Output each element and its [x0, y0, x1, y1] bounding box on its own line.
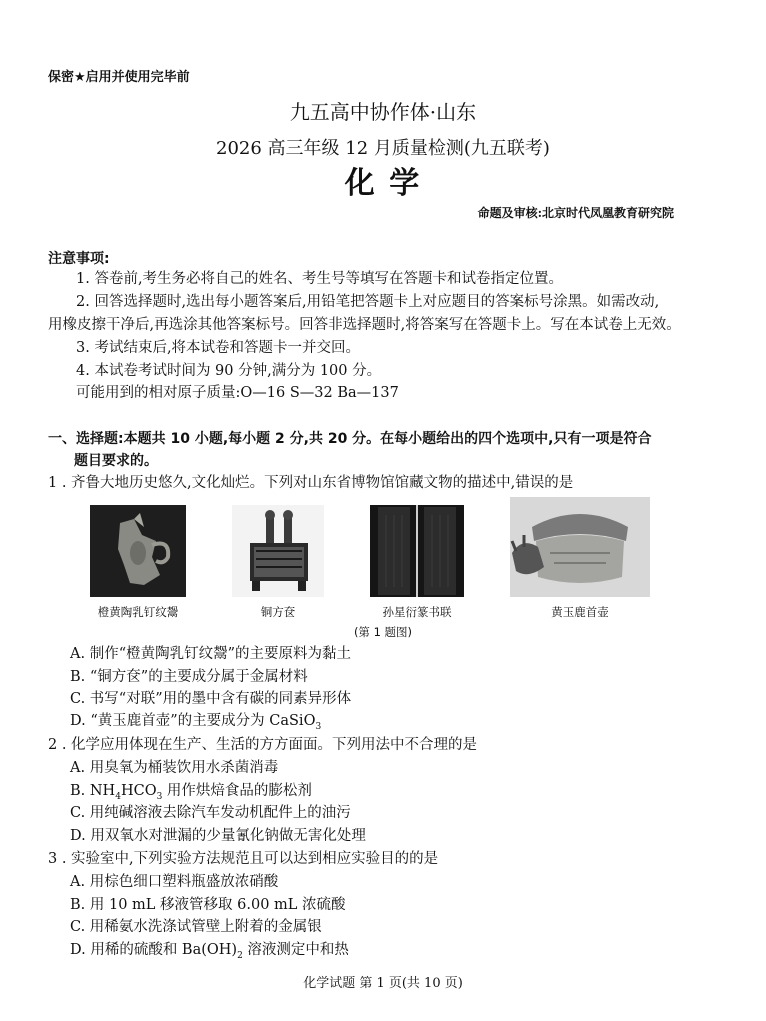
q1-option-a: A. 制作“橙黄陶乳钉纹鬶”的主要原料为黏土	[70, 646, 352, 662]
org-title: 九五高中协作体·山东	[289, 100, 477, 124]
q1-stem: 1 . 齐鲁大地历史悠久,文化灿烂。下列对山东省博物馆馆藏文物的描述中,错误的是	[48, 475, 574, 491]
figure-caption: (第 1 题图)	[353, 625, 413, 639]
q2-option-c: C. 用纯碱溶液去除汽车发动机配件上的油污	[70, 805, 351, 821]
section-heading-cont: 题目要求的。	[74, 453, 158, 469]
notice-item-4: 4. 本试卷考试时间为 90 分钟,满分为 100 分。	[76, 363, 382, 379]
q2-option-d: D. 用双氧水对泄漏的少量氰化钠做无害化处理	[70, 828, 366, 844]
bronze-box-image	[232, 505, 324, 597]
pottery-vessel-image	[90, 505, 186, 597]
author-line: 命题及审核:北京时代凤凰教育研究院	[477, 206, 674, 220]
q2-option-a: A. 用臭氧为桶装饮用水杀菌消毒	[70, 760, 279, 776]
q3-option-a: A. 用棕色细口塑料瓶盛放浓硝酸	[70, 874, 279, 890]
q1-option-b: B. “铜方奁”的主要成分属于金属材料	[70, 669, 308, 685]
q3-option-c: C. 用稀氨水洗涤试管壁上附着的金属银	[70, 919, 322, 935]
q1-option-d: D. “黄玉鹿首壶”的主要成分为 CaSiO$_3$	[70, 713, 322, 732]
figure-label-1: 橙黄陶乳钉纹鬶	[97, 605, 179, 619]
q3-option-d: D. 用稀的硫酸和 $Ba(OH)_2$ 溶液测定中和热	[70, 942, 349, 961]
figure-label-2: 铜方奁	[260, 605, 296, 619]
confidential-label: 保密★启用并使用完毕前	[48, 70, 190, 85]
section-heading: 一、选择题:本题共 10 小题,每小题 2 分,共 20 分。在每小题给出的四个选项中,只有一项是符合	[48, 431, 652, 447]
exam-title: 2026 高三年级 12 月质量检测(九五联考)	[216, 138, 550, 159]
atomic-mass-line: 可能用到的相对原子质量:O—16 S—32 Ba—137	[76, 385, 399, 401]
page-footer: 化学试题 第 1 页(共 10 页)	[303, 976, 463, 991]
notice-item-2: 2. 回答选择题时,选出每小题答案后,用铅笔把答题卡上对应题目的答案标号涂黑。如需改动,	[76, 294, 660, 310]
q1-option-c: C. 书写“对联”用的墨中含有碳的同素异形体	[70, 691, 352, 707]
notice-title: 注意事项:	[48, 251, 110, 267]
notice-item-3: 3. 考试结束后,将本试卷和答题卡一并交回。	[76, 340, 361, 356]
q3-stem: 3 . 实验室中,下列实验方法规范且可以达到相应实验目的的是	[48, 851, 439, 867]
subject-title: 化 学	[344, 166, 422, 201]
jade-pot-image	[510, 497, 650, 597]
q2-stem: 2 . 化学应用体现在生产、生活的方方面面。下列用法中不合理的是	[48, 737, 478, 753]
notice-item-2-cont: 用橡皮擦干净后,再选涂其他答案标号。回答非选择题时,将答案写在答题卡上。写在本试卷上无效。	[48, 317, 681, 333]
notice-item-1: 1. 答卷前,考生务必将自己的姓名、考生号等填写在答题卡和试卷指定位置。	[76, 271, 564, 287]
q2-option-b: B. $NH_4HCO_3$ 用作烘焙食品的膨松剂	[70, 783, 312, 802]
q3-option-b: B. 用 10 mL 移液管移取 6.00 mL 浓硫酸	[70, 897, 346, 913]
figure-label-3: 孙星衍篆书联	[382, 605, 452, 619]
figure-label-4: 黄玉鹿首壶	[551, 605, 609, 619]
calligraphy-couplet-image	[370, 505, 464, 597]
